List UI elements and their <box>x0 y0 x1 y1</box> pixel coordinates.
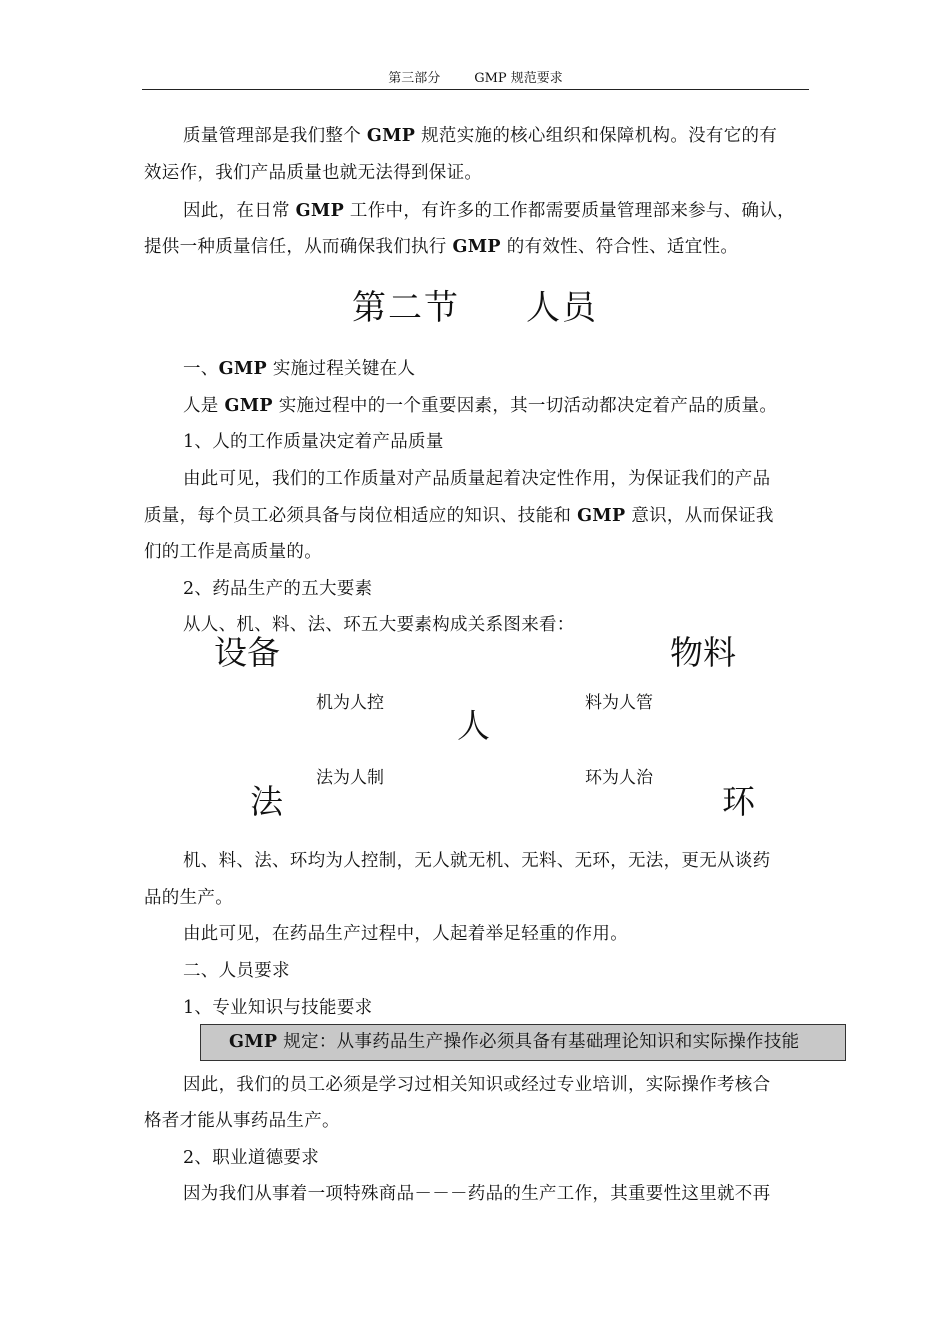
subheading: 1、人的工作质量决定着产品质量 <box>183 432 444 452</box>
subheading: 2、职业道德要求 <box>183 1148 320 1168</box>
paragraph-line: 因此，在日常 GMP 工作中，有许多的工作都需要质量管理部来参与、确认， <box>183 201 795 221</box>
paragraph-line: 从人、机、料、法、环五大要素构成关系图来看： <box>183 615 575 635</box>
diagram-method-rule: 法为人制 <box>316 768 384 788</box>
heading-personnel-requirements: 二、人员要求 <box>183 961 290 981</box>
paragraph-line: 品的生产。 <box>144 888 233 908</box>
paragraph-line: 质量，每个员工必须具备与岗位相适应的知识、技能和 GMP 意识，从而保证我 <box>144 506 774 526</box>
paragraph-line: 效运作，我们产品质量也就无法得到保证。 <box>144 163 483 183</box>
paragraph-line: 因为我们从事着一项特殊商品－－－药品的生产工作，其重要性这里就不再 <box>183 1184 771 1204</box>
paragraph-line: 因此，我们的员工必须是学习过相关知识或经过专业培训，实际操作考核合 <box>183 1075 771 1095</box>
header-title: GMP 规范要求 <box>474 71 563 86</box>
diagram-env-rule: 环为人治 <box>585 768 653 788</box>
page-header <box>142 70 809 90</box>
diagram-equipment: 设备 <box>214 633 280 672</box>
paragraph-line: 人是 GMP 实施过程中的一个重要因素，其一切活动都决定着产品的质量。 <box>183 396 778 416</box>
subheading: 1、专业知识与技能要求 <box>183 998 373 1018</box>
paragraph-line: 们的工作是高质量的。 <box>144 542 322 562</box>
paragraph-line: 由此可见，我们的工作质量对产品质量起着决定性作用，为保证我们的产品 <box>183 469 771 489</box>
gmp-rule-callout: GMP 规定：从事药品生产操作必须具备有基础理论知识和实际操作技能 <box>200 1024 846 1061</box>
diagram-material: 物料 <box>670 633 736 672</box>
paragraph-line: 由此可见，在药品生产过程中，人起着举足轻重的作用。 <box>183 924 628 944</box>
heading-gmp-key: 一、GMP 实施过程关键在人 <box>183 359 416 379</box>
diagram-material-rule: 料为人管 <box>585 693 653 713</box>
diagram-machine-rule: 机为人控 <box>316 693 384 713</box>
paragraph-line: 机、料、法、环均为人控制，无人就无机、无料、无环，无法，更无从谈药 <box>183 851 771 871</box>
header-part: 第三部分 <box>388 71 441 86</box>
diagram-person: 人 <box>457 706 490 745</box>
diagram-method: 法 <box>250 782 283 821</box>
paragraph-line: 格者才能从事药品生产。 <box>144 1111 340 1131</box>
paragraph-line: 提供一种质量信任，从而确保我们执行 GMP 的有效性、符合性、适宜性。 <box>144 237 739 257</box>
paragraph-line: 质量管理部是我们整个 GMP 规范实施的核心组织和保障机构。没有它的有 <box>183 126 778 146</box>
section-title: 第二节 人员 <box>352 288 598 328</box>
diagram-environment: 环 <box>722 782 755 821</box>
subheading: 2、药品生产的五大要素 <box>183 579 373 599</box>
